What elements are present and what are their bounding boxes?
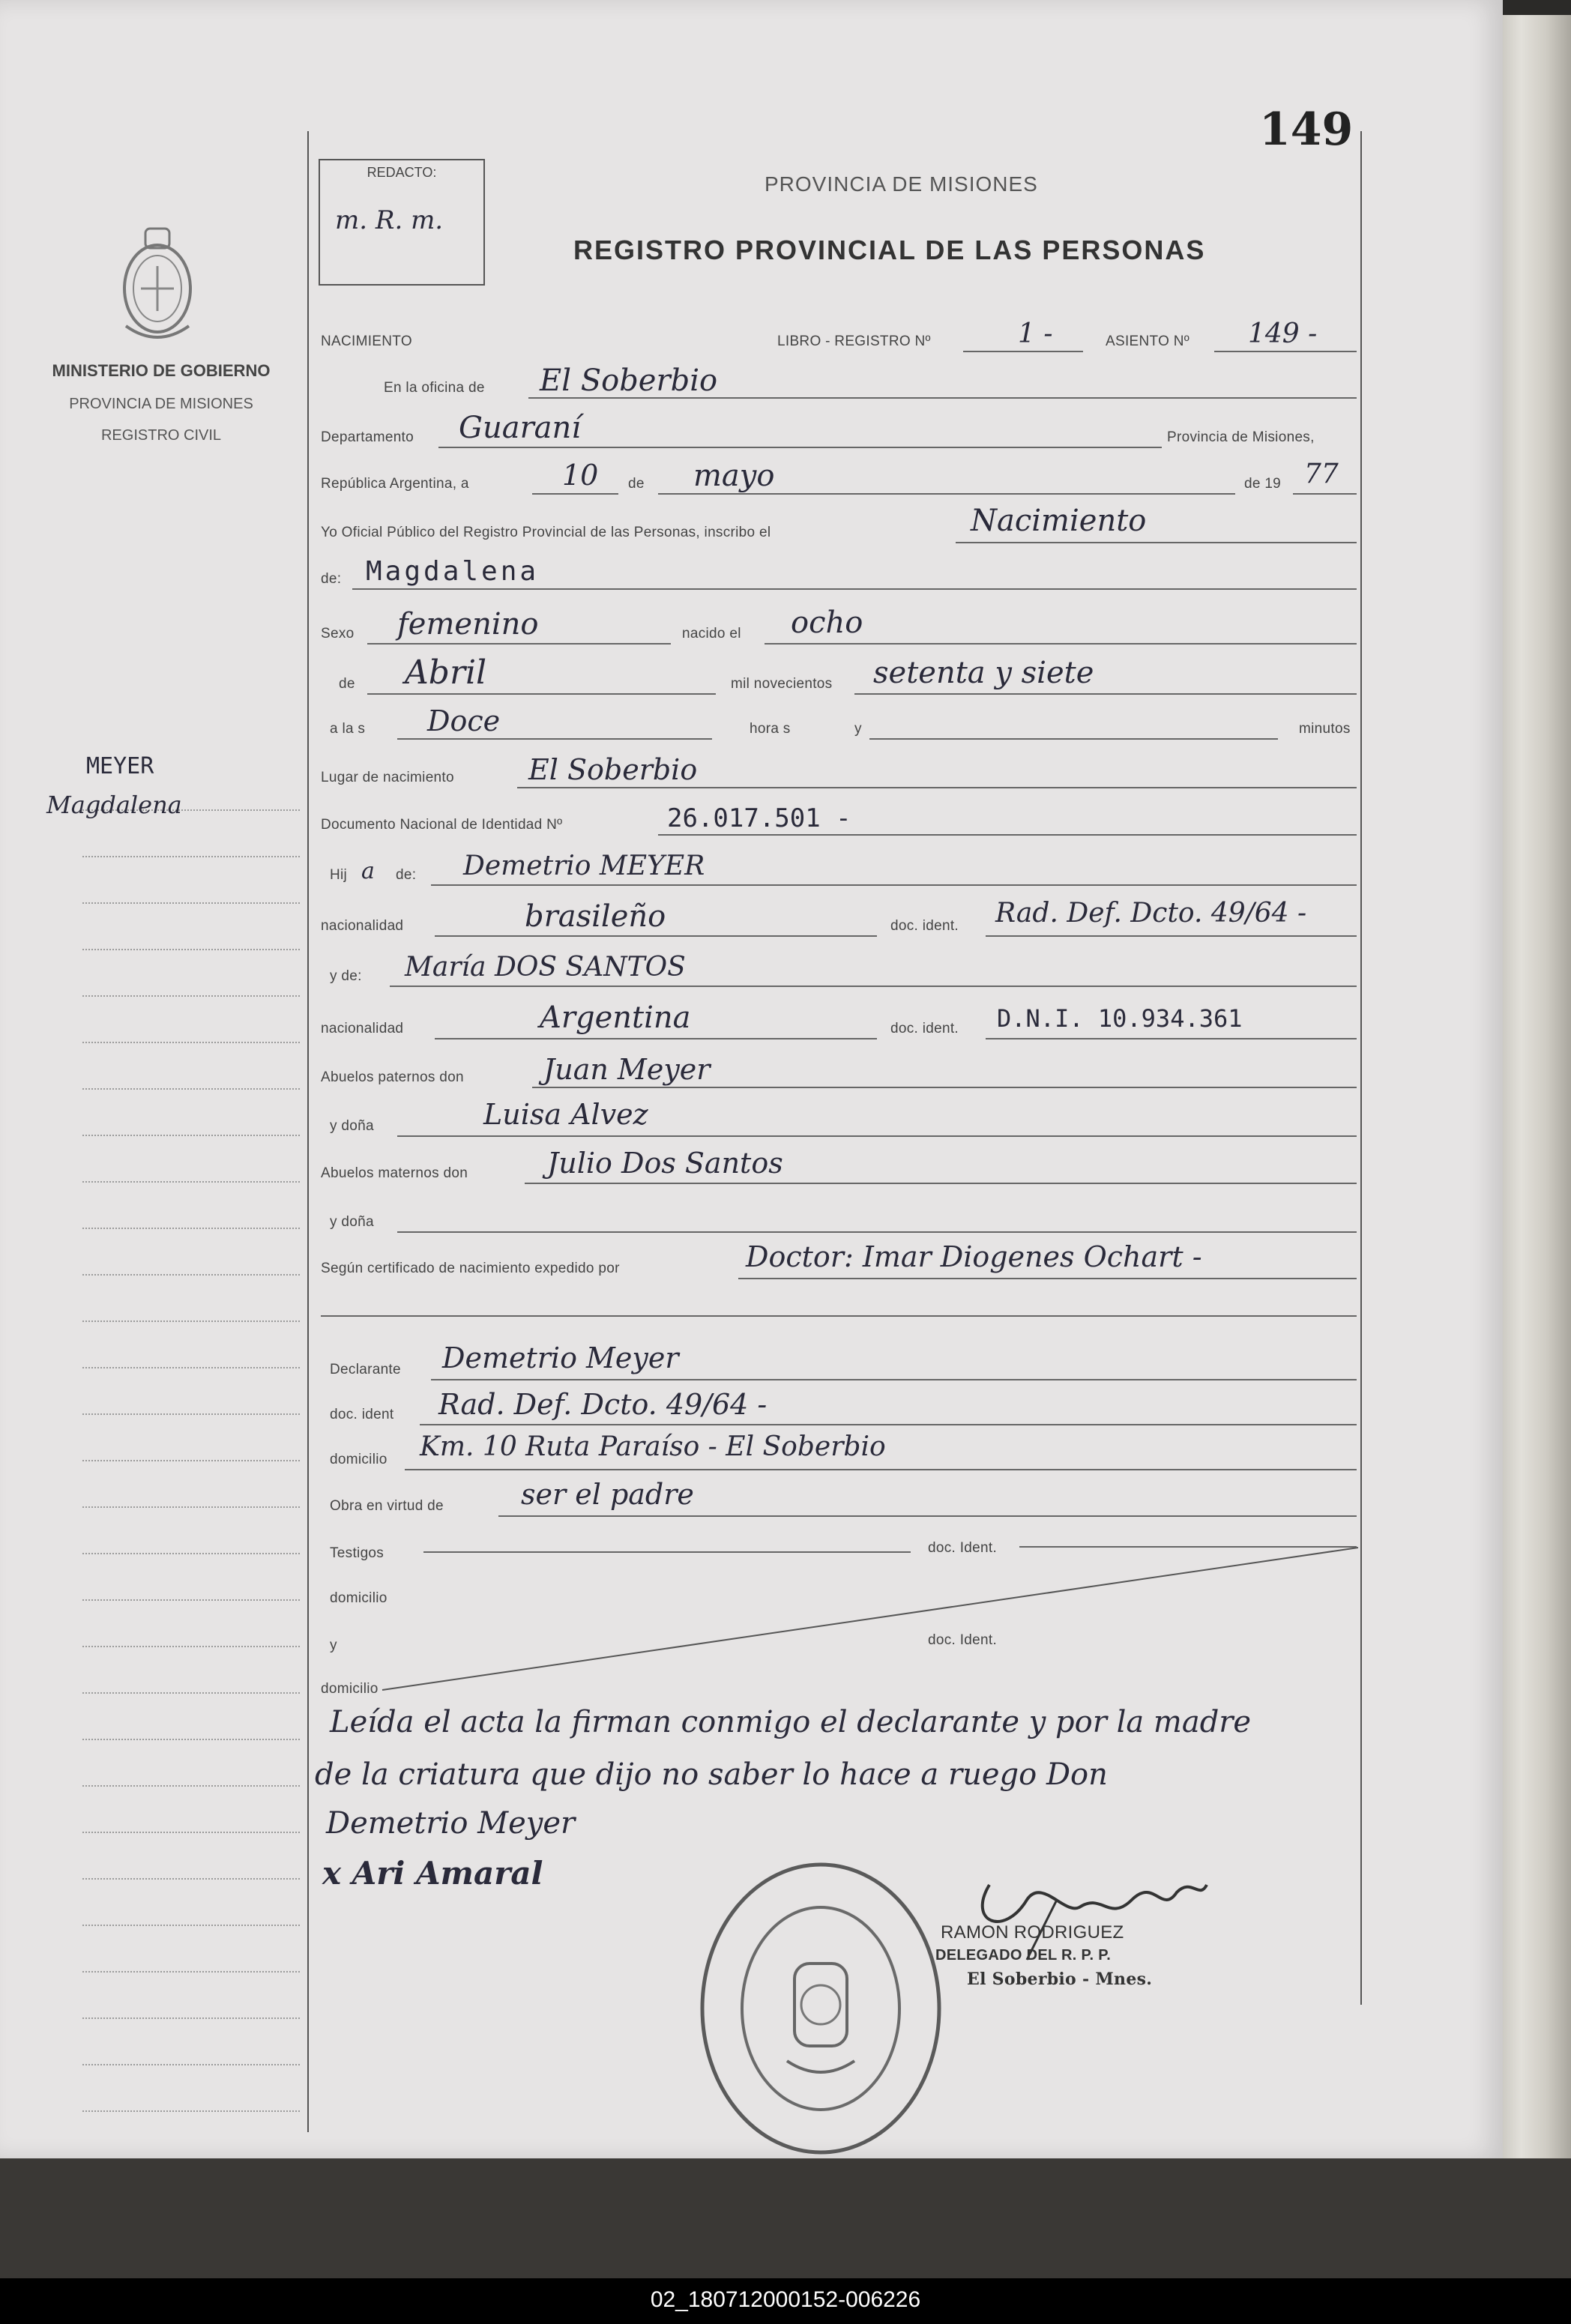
oficina-label: En la oficina de — [384, 380, 485, 396]
margin-rule — [82, 1274, 300, 1276]
testigos2-domicilio-label: domicilio — [321, 1681, 379, 1697]
margin-rule — [82, 995, 300, 997]
madre-value: María DOS SANTOS — [405, 952, 686, 983]
margin-rule — [82, 1832, 300, 1833]
margin-rule — [82, 1321, 300, 1322]
oficial-label: Yo Oficial Público del Registro Provincial de las Personas, inscribo el — [321, 525, 771, 540]
y-label: y — [854, 721, 862, 737]
ydona2-label: y doña — [330, 1214, 374, 1230]
image-id-footer: 02_180712000152-006226 — [650, 2287, 921, 2312]
dni-value: 26.017.501 - — [667, 803, 851, 833]
anio-value: 77 — [1304, 459, 1339, 489]
registro-civil-label: REGISTRO CIVIL — [100, 427, 222, 444]
asiento-value: 149 - — [1248, 319, 1318, 349]
minutos-label: minutos — [1299, 721, 1351, 737]
provincia-misiones-label: Provincia de Misiones, — [1167, 429, 1315, 445]
nacimiento-label: NACIMIENTO — [321, 333, 412, 349]
lugar-value: El Soberbio — [528, 753, 698, 786]
sexo-value: femenino — [397, 607, 539, 642]
margin-rule — [82, 1413, 300, 1415]
anio-label: de 19 — [1244, 476, 1282, 492]
signer-place: El Soberbio - Mnes. — [967, 1970, 1153, 1989]
libro-label: LIBRO - REGISTRO Nº — [777, 333, 931, 349]
asiento-label: ASIENTO Nº — [1106, 333, 1189, 349]
margin-rule — [82, 1971, 300, 1973]
right-frame-line — [1360, 131, 1362, 2005]
alas-label: a la s — [330, 721, 366, 737]
registro-title: REGISTRO PROVINCIAL DE LAS PERSONAS — [573, 235, 1206, 265]
departamento-label: Departamento — [321, 429, 414, 445]
closing-line-3: Demetrio Meyer — [326, 1806, 576, 1841]
margin-rule — [82, 1088, 300, 1090]
padre-nac-value: brasileño — [525, 899, 666, 934]
de-label: de — [628, 476, 645, 492]
padre-doc-value: Rad. Def. Dcto. 49/64 - — [995, 898, 1307, 929]
margin-rule — [82, 1599, 300, 1601]
horas-label: hora s — [750, 721, 791, 737]
nacido-value: ocho — [791, 606, 863, 640]
hijo-label: Hij — [330, 867, 348, 883]
margin-rule — [82, 1646, 300, 1647]
testigos-label: Testigos — [330, 1545, 385, 1561]
domicilio-value: Km. 10 Ruta Paraíso - El Soberbio — [420, 1431, 886, 1462]
margin-rule — [82, 2017, 300, 2019]
margin-rule — [82, 1228, 300, 1229]
de-nombre-label: de: — [321, 571, 342, 587]
margin-rule — [82, 1785, 300, 1787]
abuelos-maternos-label: Abuelos maternos don — [321, 1165, 468, 1181]
margin-rule — [82, 1460, 300, 1461]
obra-value: ser el padre — [521, 1478, 694, 1511]
obra-label: Obra en virtud de — [330, 1498, 444, 1514]
certificado-value: Doctor: Imar Diogenes Ochart - — [746, 1240, 1202, 1273]
madre-docident-label: doc. ident. — [890, 1021, 959, 1036]
hijo-de-label: de: — [396, 867, 417, 883]
abuelos-paternos-label: Abuelos paternos don — [321, 1069, 464, 1085]
margin-rule — [82, 2064, 300, 2065]
provincia-title: PROVINCIA DE MISIONES — [765, 172, 1038, 196]
signer-title: DELEGADO DEL R. P. P. — [935, 1947, 1112, 1964]
abuelos-paternos-value: Juan Meyer — [543, 1053, 711, 1086]
oficial-value: Nacimiento — [971, 504, 1147, 538]
mes-nac-value: Abril — [405, 654, 487, 692]
redacto-box — [319, 159, 485, 286]
provincial-crest-icon — [111, 221, 204, 341]
republica-label: República Argentina, a — [321, 476, 469, 492]
scan-background — [0, 2158, 1571, 2278]
libro-value: 1 - — [1018, 319, 1053, 349]
closing-line-4: x Ari Amaral — [322, 1855, 543, 1892]
declarante-label: Declarante — [330, 1362, 401, 1377]
y2-label: y — [330, 1638, 337, 1653]
signer-name: RAMON RODRIGUEZ — [941, 1922, 1124, 1943]
left-frame-line — [307, 131, 309, 2132]
testigos2-docident-label: doc. Ident. — [928, 1632, 998, 1648]
lugar-label: Lugar de nacimiento — [321, 770, 454, 785]
domicilio-label: domicilio — [330, 1452, 388, 1467]
testigos-docident-label: doc. Ident. — [928, 1540, 998, 1556]
margin-rule — [82, 1878, 300, 1880]
margin-rule — [82, 1042, 300, 1043]
madre-doc-value: D.N.I. 10.934.361 — [997, 1004, 1243, 1033]
margin-note-surname: MEYER — [86, 753, 154, 779]
nacionalidad-label: nacionalidad — [321, 918, 404, 934]
dia-value: 10 — [562, 459, 599, 492]
mes-value: mayo — [693, 459, 775, 493]
declarante-value: Demetrio Meyer — [442, 1341, 679, 1374]
margin-rule — [82, 902, 300, 904]
margin-rule — [82, 1181, 300, 1183]
dni-label: Documento Nacional de Identidad Nº — [321, 817, 563, 833]
official-seal-stamp — [697, 1859, 944, 2158]
margin-rule — [82, 1506, 300, 1508]
declarante-docident-label: doc. ident — [330, 1407, 394, 1422]
abuela-paterna-value: Luisa Alvez — [483, 1098, 648, 1131]
declarante-doc-value: Rad. Def. Dcto. 49/64 - — [438, 1388, 768, 1421]
redacto-label: REDACTO: — [367, 165, 437, 180]
oficina-value: El Soberbio — [540, 363, 718, 398]
ministerio-label: MINISTERIO DE GOBIERNO — [52, 361, 271, 380]
abuelos-maternos-value: Julio Dos Santos — [547, 1147, 783, 1180]
provincia-label: PROVINCIA DE MISIONES — [69, 396, 253, 412]
anio-nac-value: setenta y siete — [873, 656, 1094, 690]
closing-line-2: de la criatura que dijo no saber lo hace a ruego Don — [315, 1757, 1108, 1792]
margin-rule — [82, 856, 300, 857]
hijo-suffix: a — [361, 858, 375, 884]
page-number: 149 — [1259, 103, 1354, 156]
margin-rule — [82, 2110, 300, 2112]
nacido-label: nacido el — [682, 626, 741, 642]
margin-rule — [82, 1739, 300, 1740]
hora-value: Doce — [427, 704, 501, 737]
redacto-value: m. R. m. — [335, 205, 444, 235]
sexo-label: Sexo — [321, 626, 355, 642]
yde-label: y de: — [330, 968, 362, 984]
madre-nac-value: Argentina — [540, 1000, 691, 1035]
margin-note-name: Magdalena — [46, 791, 182, 819]
margin-rule — [82, 1692, 300, 1694]
margin-rule — [82, 1553, 300, 1554]
de2-label: de — [339, 676, 355, 692]
milnov-label: mil novecientos — [731, 676, 833, 692]
margin-rule — [82, 1925, 300, 1926]
departamento-value: Guaraní — [459, 411, 582, 445]
ydona-label: y doña — [330, 1118, 374, 1134]
nacionalidad2-label: nacionalidad — [321, 1021, 404, 1036]
padre-value: Demetrio MEYER — [463, 851, 705, 881]
testigos-strike-line — [375, 1540, 1364, 1697]
margin-rule — [82, 1135, 300, 1136]
nombre-value: Magdalena — [366, 556, 540, 587]
certificado-label: Según certificado de nacimiento expedido por — [321, 1261, 620, 1276]
closing-line-1: Leída el acta la firman conmigo el declarante y por la madre — [330, 1705, 1252, 1739]
margin-rule — [82, 949, 300, 950]
margin-rule — [82, 1367, 300, 1368]
padre-docident-label: doc. ident. — [890, 918, 959, 934]
testigos-domicilio-label: domicilio — [330, 1590, 388, 1606]
